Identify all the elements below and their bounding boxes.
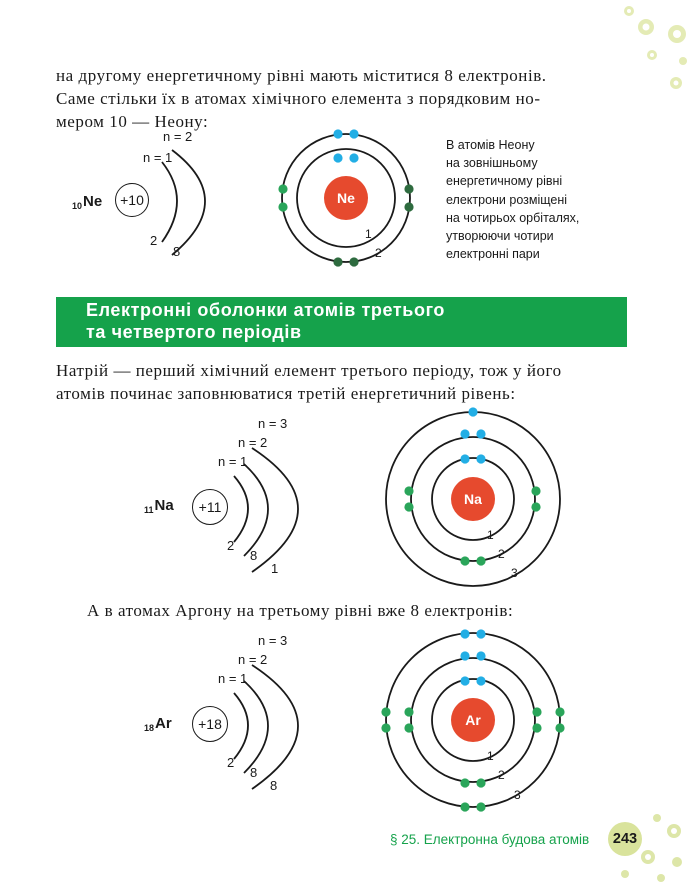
deco-dot <box>671 828 677 834</box>
nucleus-charge-sodium: +11 <box>192 489 228 525</box>
shell-count: 2 <box>227 755 235 770</box>
shell-count: 8 <box>250 765 258 780</box>
deco-dot <box>645 854 651 860</box>
atomic-number: 10 <box>72 201 83 211</box>
orbit-number: 2 <box>375 246 382 260</box>
orbit-number: 3 <box>514 788 521 802</box>
nucleus-symbol: Ar <box>465 712 481 728</box>
shell-count: 8 <box>270 778 278 793</box>
orbit-number: 1 <box>487 749 494 763</box>
section-title-line: Електронні оболонки атомів третього <box>86 300 446 320</box>
shell-count: 8 <box>173 244 181 259</box>
shell-label-n3: n = 3 <box>258 633 288 648</box>
note-line: В атомів Неону <box>446 138 535 152</box>
symbol: Ne <box>83 193 103 210</box>
sodium-line: атомів починає заповнюватися третій енергетичний рівень: <box>56 384 516 403</box>
shell-label-n1: n = 1 <box>218 671 248 686</box>
shell-count: 1 <box>271 561 279 576</box>
atomic-number: 18 <box>144 723 155 733</box>
intro-line: на другому енергетичному рівні мають міститися 8 електронів. <box>56 66 547 85</box>
deco-dot <box>653 814 661 822</box>
symbol: Ar <box>155 715 172 732</box>
nucleus-charge-argon: +18 <box>192 706 228 742</box>
orbit-number: 2 <box>498 768 505 782</box>
deco-dot <box>672 857 682 867</box>
symbol: Na <box>154 497 174 514</box>
intro-line: Саме стільки їх в атомах хімічного елемента з порядковим но- <box>56 89 541 108</box>
chapter-footer: § 25. Електронна будова атомів <box>390 832 590 847</box>
shell-label-n2: n = 2 <box>238 435 268 450</box>
nucleus-charge-neon: +10 <box>115 183 149 217</box>
orbit-number: 1 <box>487 528 494 542</box>
atomic-number: 11 <box>144 505 154 515</box>
shell-count: 2 <box>150 233 158 248</box>
intro-line: мером 10 — Неону: <box>56 112 209 131</box>
nucleus-symbol: Na <box>464 491 482 507</box>
note-line: утворюючи чотири <box>446 229 554 244</box>
orbit-number: 1 <box>365 227 372 241</box>
note-line: електрони розміщені <box>446 192 568 207</box>
deco-dot <box>657 874 665 882</box>
shell-count: 8 <box>250 548 258 563</box>
note-line: електронні пари <box>446 247 540 262</box>
orbit-number: 3 <box>511 566 518 580</box>
shell-label-n1: n = 1 <box>218 454 248 469</box>
sodium-line: Натрій — перший хімічний елемент третього періоду, тож у його <box>56 361 562 380</box>
orbit-number: 2 <box>498 547 505 561</box>
shell-label-n2: n = 2 <box>163 129 193 144</box>
note-line: на зовнішньому <box>446 156 538 171</box>
note-line: енергетичному рівні <box>446 174 563 189</box>
nucleus-symbol: Ne <box>337 190 355 206</box>
shell-label-n2: n = 2 <box>238 652 268 667</box>
section-title-line: та четвертого періодів <box>86 322 302 342</box>
shell-label-n1: n = 1 <box>143 150 173 165</box>
note-line: на чотирьох орбіталях, <box>446 210 580 225</box>
shell-count: 2 <box>227 538 235 553</box>
deco-dot <box>621 870 629 878</box>
argon-line: А в атомах Аргону на третьому рівні вже 8 електронів: <box>87 601 514 620</box>
page-number: 243 <box>608 822 642 856</box>
shell-label-n3: n = 3 <box>258 416 288 431</box>
